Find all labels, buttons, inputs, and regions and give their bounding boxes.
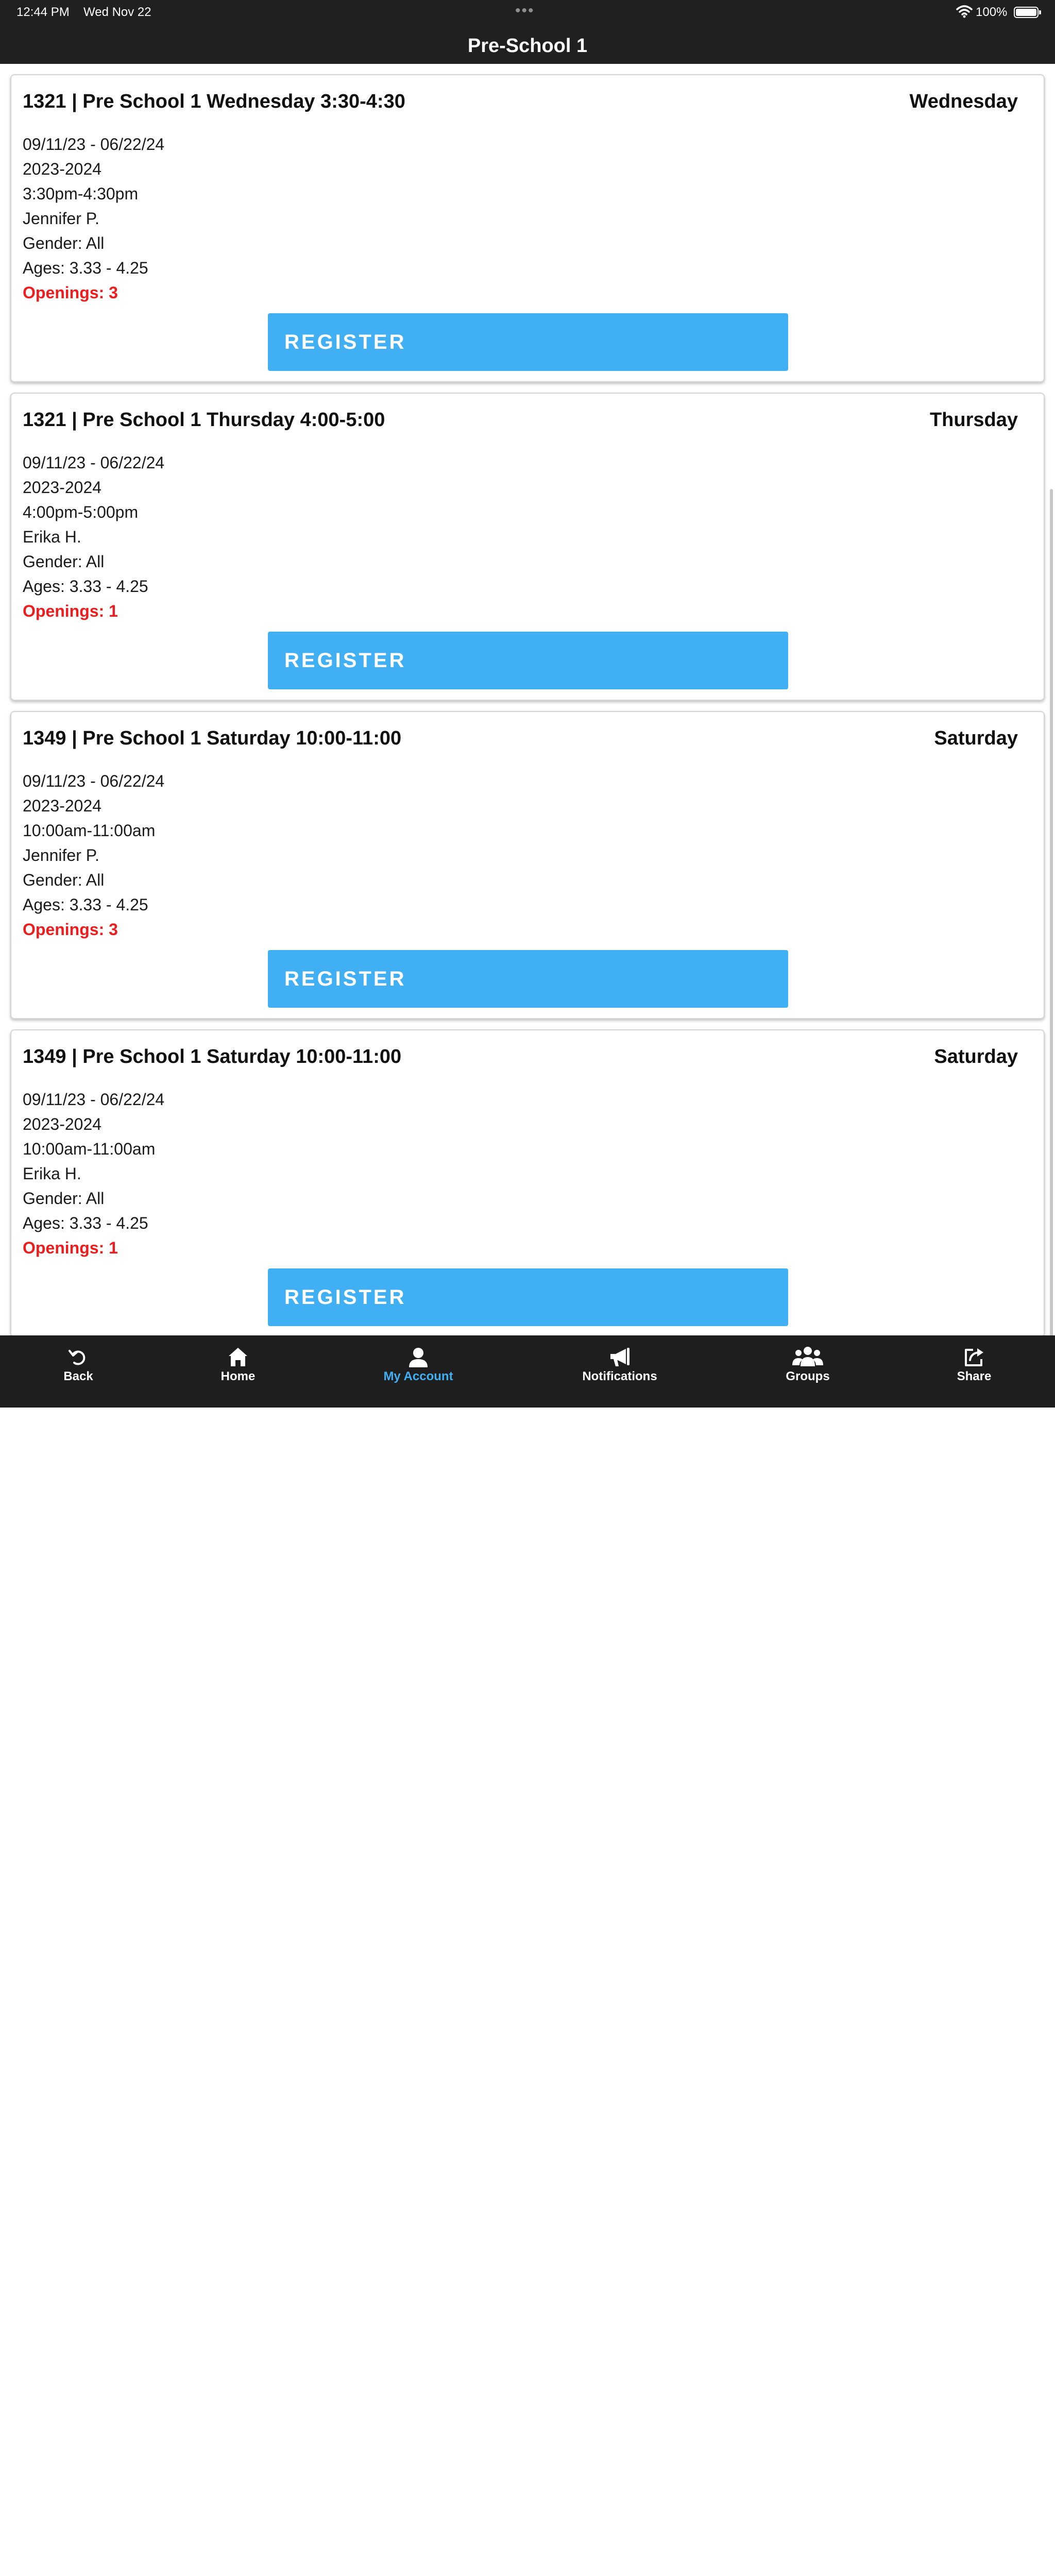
battery-icon [1014,7,1039,18]
class-day: Wednesday [909,91,1018,112]
tab-my-account-label: My Account [383,1369,453,1383]
class-ages: Ages: 3.33 - 4.25 [23,259,148,277]
class-details [23,1087,164,1260]
multitasking-dots[interactable]: ••• [515,2,535,19]
class-ages: Ages: 3.33 - 4.25 [23,895,148,914]
class-heading: 1349 | Pre School 1 Saturday 10:00-11:00 [23,1046,402,1067]
class-openings: Openings: 1 [23,602,118,620]
tab-home-label: Home [220,1369,256,1383]
class-instructor: Erika H. [23,528,81,546]
class-time: 3:30pm-4:30pm [23,184,139,203]
account-icon [407,1346,430,1368]
back-icon [67,1346,90,1368]
class-day: Saturday [934,1046,1018,1067]
class-time: 10:00am-11:00am [23,821,156,840]
tab-back-label: Back [63,1369,93,1383]
class-card [10,74,1045,382]
class-list[interactable] [0,64,1055,1335]
class-details [23,132,164,305]
register-button[interactable]: REGISTER [268,950,788,1008]
tab-bar [0,1335,1055,1408]
tab-my-account[interactable] [356,1346,480,1384]
status-time: 12:44 PM [16,5,70,19]
page-title: Pre-School 1 [467,35,588,57]
class-time: 4:00pm-5:00pm [23,503,139,521]
class-heading: 1349 | Pre School 1 Saturday 10:00-11:00 [23,727,402,749]
battery-percent: 100% [976,5,1008,19]
class-season: 2023-2024 [23,1115,102,1133]
class-card [10,711,1045,1019]
megaphone-icon [607,1346,632,1368]
groups-icon [791,1346,824,1368]
register-button[interactable]: REGISTER [268,313,788,371]
class-dates: 09/11/23 - 06/22/24 [23,1090,165,1109]
share-icon [963,1346,985,1368]
class-card [10,1029,1045,1335]
class-instructor: Jennifer P. [23,209,99,228]
class-openings: Openings: 1 [23,1239,118,1257]
class-ages: Ages: 3.33 - 4.25 [23,577,148,596]
class-heading: 1321 | Pre School 1 Thursday 4:00-5:00 [23,409,385,431]
class-gender: Gender: All [23,871,105,889]
tab-back[interactable] [16,1346,140,1384]
class-day: Thursday [929,409,1018,431]
scrollbar[interactable] [1050,489,1053,1335]
class-instructor: Jennifer P. [23,846,99,865]
class-openings: Openings: 3 [23,283,118,302]
status-bar [0,0,1055,25]
status-date: Wed Nov 22 [83,5,151,19]
wifi-icon [956,4,973,19]
tab-groups[interactable] [746,1346,870,1384]
class-openings: Openings: 3 [23,920,118,939]
class-season: 2023-2024 [23,478,102,497]
class-season: 2023-2024 [23,160,102,178]
class-card [10,393,1045,701]
tab-home[interactable] [176,1346,300,1384]
class-season: 2023-2024 [23,796,102,815]
tab-notifications[interactable] [558,1346,682,1384]
class-dates: 09/11/23 - 06/22/24 [23,772,165,790]
tab-share[interactable] [912,1346,1036,1384]
tab-notifications-label: Notifications [582,1369,657,1383]
class-dates: 09/11/23 - 06/22/24 [23,135,165,154]
tab-share-label: Share [957,1369,992,1383]
class-gender: Gender: All [23,1189,105,1208]
class-details [23,769,164,942]
class-details [23,450,164,623]
class-dates: 09/11/23 - 06/22/24 [23,453,165,472]
class-day: Saturday [934,727,1018,749]
home-icon [227,1346,249,1368]
class-time: 10:00am-11:00am [23,1140,156,1158]
class-gender: Gender: All [23,552,105,571]
tab-groups-label: Groups [786,1369,830,1383]
class-gender: Gender: All [23,234,105,252]
class-heading: 1321 | Pre School 1 Wednesday 3:30-4:30 [23,91,405,112]
register-button[interactable]: REGISTER [268,632,788,689]
class-ages: Ages: 3.33 - 4.25 [23,1214,148,1232]
register-button[interactable]: REGISTER [268,1268,788,1326]
navigation-bar [0,25,1055,64]
class-instructor: Erika H. [23,1164,81,1183]
